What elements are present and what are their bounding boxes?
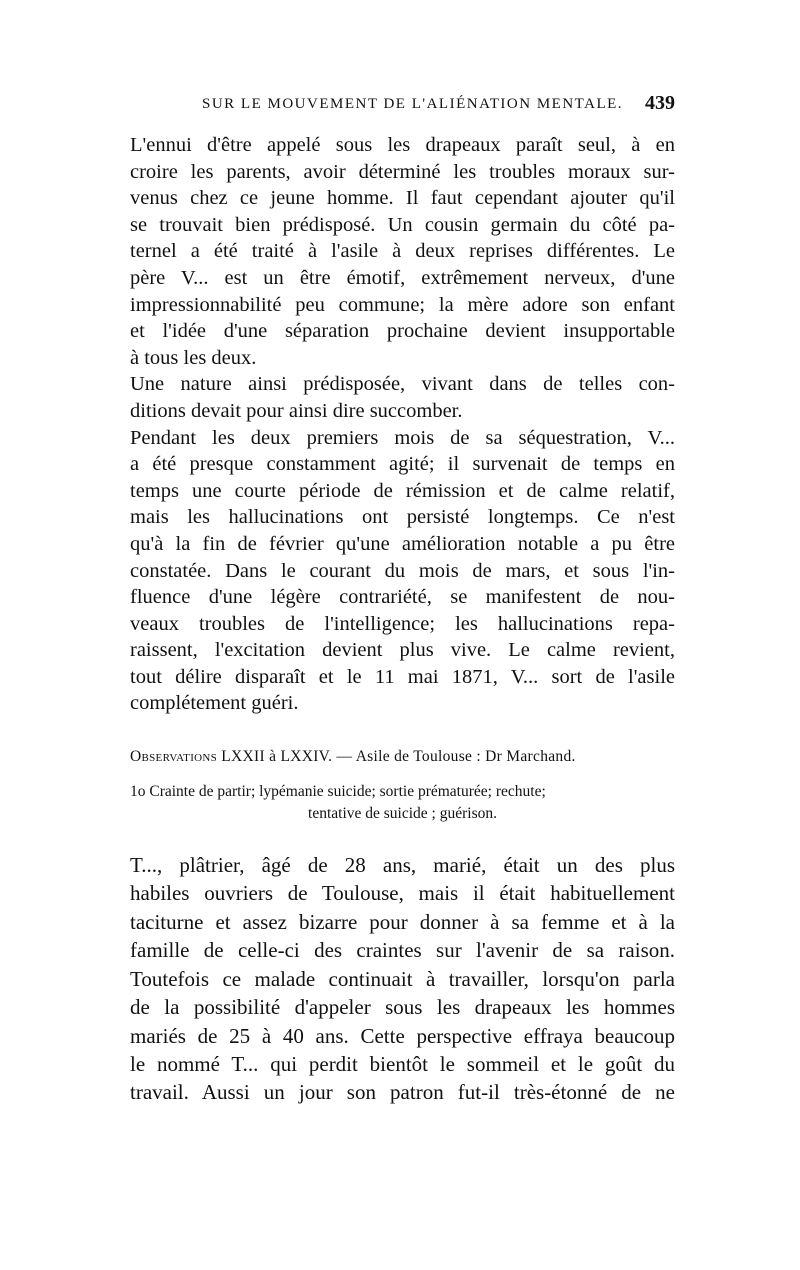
text-line: Pendant les deux premiers mois de sa séquestration, V... bbox=[130, 426, 675, 449]
page-number: 439 bbox=[645, 92, 675, 114]
text-line: et l'idée d'une séparation prochaine devient insupportable bbox=[130, 320, 675, 343]
text-line: T..., plâtrier, âgé de 28 ans, marié, était un des plus bbox=[130, 853, 675, 878]
text-line: mais les hallucinations ont persisté longtemps. Ce n'est bbox=[130, 506, 675, 529]
text-line: à tous les deux. bbox=[130, 346, 257, 369]
book-page bbox=[130, 92, 675, 1107]
text-line: tout délire disparaît et le 11 mai 1871, V... sort de l'asile bbox=[130, 665, 675, 688]
text-line: ternel a été traité à l'asile à deux reprises différentes. Le bbox=[130, 240, 675, 263]
text-line: temps une courte période de rémission et de calme relatif, bbox=[130, 479, 675, 502]
text-line: complétement guéri. bbox=[130, 692, 299, 715]
paragraph-4 bbox=[130, 851, 675, 1107]
paragraph-2 bbox=[130, 371, 675, 424]
text-line: L'ennui d'être appelé sous les drapeaux paraît seul, à en bbox=[130, 134, 675, 156]
text-line: a été presque constamment agité; il survenait de temps en bbox=[130, 453, 675, 476]
text-line: venus chez ce jeune homme. Il faut cependant ajouter qu'il bbox=[130, 187, 675, 210]
running-title: SUR LE MOUVEMENT DE L'ALIÉNATION MENTALE. bbox=[202, 96, 624, 112]
text-line: taciturne et assez bizarre pour donner à sa femme et à la bbox=[130, 909, 675, 934]
observations-heading bbox=[130, 747, 675, 767]
text-line: mariés de 25 à 40 ans. Cette perspective effraya beaucoup bbox=[130, 1023, 675, 1048]
text-line: père V... est un être émotif, extrêmement nerveux, d'une bbox=[130, 266, 675, 289]
text-line: Toutefois ce malade continuait à travailler, lorsqu'on parla bbox=[130, 966, 675, 991]
text-line: constatée. Dans le courant du mois de mars, et sous l'in- bbox=[130, 559, 675, 582]
text-line: famille de celle-ci des craintes sur l'avenir de sa raison. bbox=[130, 938, 675, 963]
paragraph-1 bbox=[130, 132, 675, 371]
text-line: Une nature ainsi prédisposée, vivant dans de telles con- bbox=[130, 373, 675, 396]
text-line: habiles ouvriers de Toulouse, mais il était habituellement bbox=[130, 881, 675, 906]
text-line: ditions devait pour ainsi dire succomber. bbox=[130, 399, 463, 422]
text-line: de la possibilité d'appeler sous les drapeaux les hommes bbox=[130, 995, 675, 1020]
observations-location: Asile de Toulouse : Dr Marchand. bbox=[355, 748, 576, 766]
heading-dash: — bbox=[336, 748, 353, 766]
text-line: travail. Aussi un jour son patron fut-il très-étonné de ne bbox=[130, 1080, 675, 1105]
case-heading bbox=[130, 781, 675, 825]
text-line: se trouvait bien prédisposé. Un cousin germain du côté pa- bbox=[130, 213, 675, 236]
observations-range: LXXII à LXXIV. bbox=[221, 748, 333, 766]
observations-label: Observations bbox=[130, 748, 218, 766]
text-line: le nommé T... qui perdit bientôt le sommeil et le goût du bbox=[130, 1051, 675, 1076]
page-header bbox=[130, 92, 675, 118]
text-line: impressionnabilité peu commune; la mère adore son enfant bbox=[130, 293, 675, 316]
case-heading-line: 1o Crainte de partir; lypémanie suicide; sortie prématurée; rechute; bbox=[130, 783, 546, 801]
text-line: raissent, l'excitation devient plus vive. Le calme revient, bbox=[130, 639, 675, 662]
text-line: qu'à la fin de février qu'une amélioration notable a pu être bbox=[130, 532, 675, 555]
paragraph-3 bbox=[130, 425, 675, 718]
text-line: fluence d'une légère contrariété, se manifestent de nou- bbox=[130, 586, 675, 609]
text-line: veaux troubles de l'intelligence; les hallucinations repa- bbox=[130, 612, 675, 635]
case-heading-line: tentative de suicide ; guérison. bbox=[308, 805, 497, 823]
text-line: croire les parents, avoir déterminé les troubles moraux sur- bbox=[130, 160, 675, 183]
